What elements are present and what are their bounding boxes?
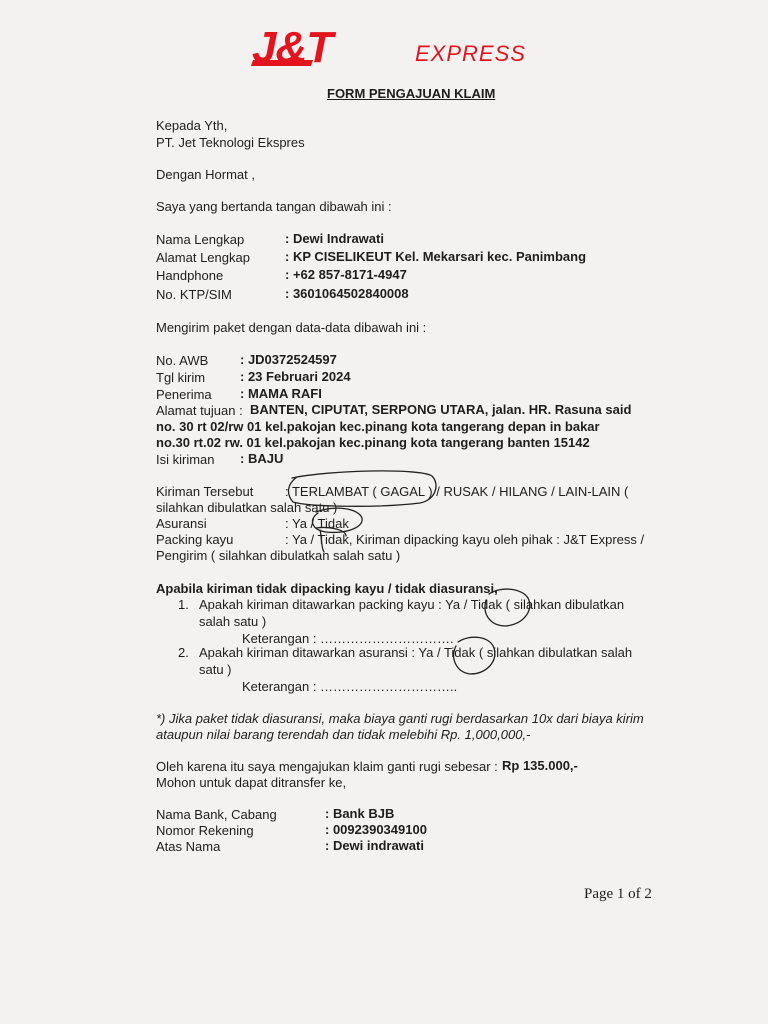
applicant-ktp-value: : 3601064502840008 [285,286,409,301]
destination-address-line-3: no.30 rt.02 rw. 01 kel.pakojan kec.pinang kota tangerang banten 15142 [156,435,590,450]
status-instruction: silahkan dibulatkan salah satu ) [156,500,338,515]
question-2-note: Keterangan : ………………………….. [242,679,458,694]
status-options: : TERLAMBAT ( GAGAL ) / RUSAK / HILANG / LAIN-LAIN ( [285,484,629,499]
claim-text: Oleh karena itu saya mengajukan klaim ganti rugi sebesar : [156,759,498,774]
bank-name-label: Nama Bank, Cabang [156,807,277,822]
account-number-value: : 0092390349100 [325,822,427,837]
question-1-text: Apakah kiriman ditawarkan packing kayu : Ya / Tidak ( silahkan dibulatkan [199,597,625,612]
wood-packing-label: Packing kayu [156,532,234,547]
insurance-label: Asuransi [156,516,207,531]
applicant-address-value: : KP CISELIKEUT Kel. Mekarsari kec. Panimbang [285,249,587,264]
applicant-name-label: Nama Lengkap [156,232,245,247]
greeting: Dengan Hormat , [156,167,255,182]
applicant-ktp-label: No. KTP/SIM [156,287,232,302]
receiver-label: Penerima [156,387,212,402]
ship-date-label: Tgl kirim [156,370,206,385]
question-1-text-cont: salah satu ) [199,614,267,629]
question-1-note: Keterangan : …………………………. [242,631,454,646]
claim-amount: Rp 135.000,- [502,758,578,773]
awb-label: No. AWB [156,353,209,368]
page-number: Page 1 of 2 [584,886,652,902]
logo-main-text: J&T [252,23,333,72]
applicant-name-value: : Dewi Indrawati [285,231,384,246]
recipient-line-1: Kepada Yth, [156,118,228,133]
question-2-text-cont: satu ) [199,662,232,677]
question-1-number: 1. [178,597,189,612]
content-label: Isi kiriman [156,452,215,467]
ship-date-value: : 23 Februari 2024 [240,369,351,384]
destination-address-line-1: BANTEN, CIPUTAT, SERPONG UTARA, jalan. HR. Rasuna said [250,402,632,417]
bank-name-value: : Bank BJB [325,806,395,821]
destination-address-line-2: no. 30 rt 02/rw 01 kel.pakojan kec.pinang kota tangerang depan in bakar [156,419,600,434]
question-2-number: 2. [178,645,189,660]
insurance-options: : Ya / Tidak [285,516,349,531]
account-holder-value: : Dewi indrawati [325,838,424,853]
status-label: Kiriman Tersebut [156,484,254,499]
account-number-label: Nomor Rekening [156,823,254,838]
applicant-address-label: Alamat Lengkap [156,250,250,265]
applicant-phone-label: Handphone [156,268,224,283]
conditions-heading: Apabila kiriman tidak dipacking kayu / tidak diasuransi, [156,581,498,596]
applicant-phone-value: : +62 857-8171-4947 [285,267,407,282]
wood-packing-options: : Ya / Tidak, Kiriman dipacking kayu oleh pihak : J&T Express / [285,532,645,547]
transfer-text: Mohon untuk dapat ditransfer ke, [156,775,347,790]
account-holder-label: Atas Nama [156,839,221,854]
package-intro: Mengirim paket dengan data-data dibawah ini : [156,320,427,335]
wood-packing-instruction: Pengirim ( silahkan dibulatkan salah satu ) [156,548,401,563]
question-2-text: Apakah kiriman ditawarkan asuransi : Ya / Tidak ( silahkan dibulatkan salah [199,645,633,660]
logo-sub-text: EXPRESS [415,41,526,66]
insurance-note-line-1: *) Jika paket tidak diasuransi, maka biaya ganti rugi berdasarkan 10x dari biaya kirim [156,711,644,726]
receiver-value: : MAMA RAFI [240,386,322,401]
intro-text: Saya yang bertanda tangan dibawah ini : [156,199,392,214]
form-title: FORM PENGAJUAN KLAIM [327,86,496,101]
insurance-note-line-2: ataupun nilai barang terendah dan tidak melebihi Rp. 1,000,000,- [156,727,531,742]
awb-value: : JD0372524597 [240,352,337,367]
content-value: : BAJU [240,451,284,466]
destination-address-label: Alamat tujuan : [156,403,243,418]
recipient-line-2: PT. Jet Teknologi Ekspres [156,135,305,150]
